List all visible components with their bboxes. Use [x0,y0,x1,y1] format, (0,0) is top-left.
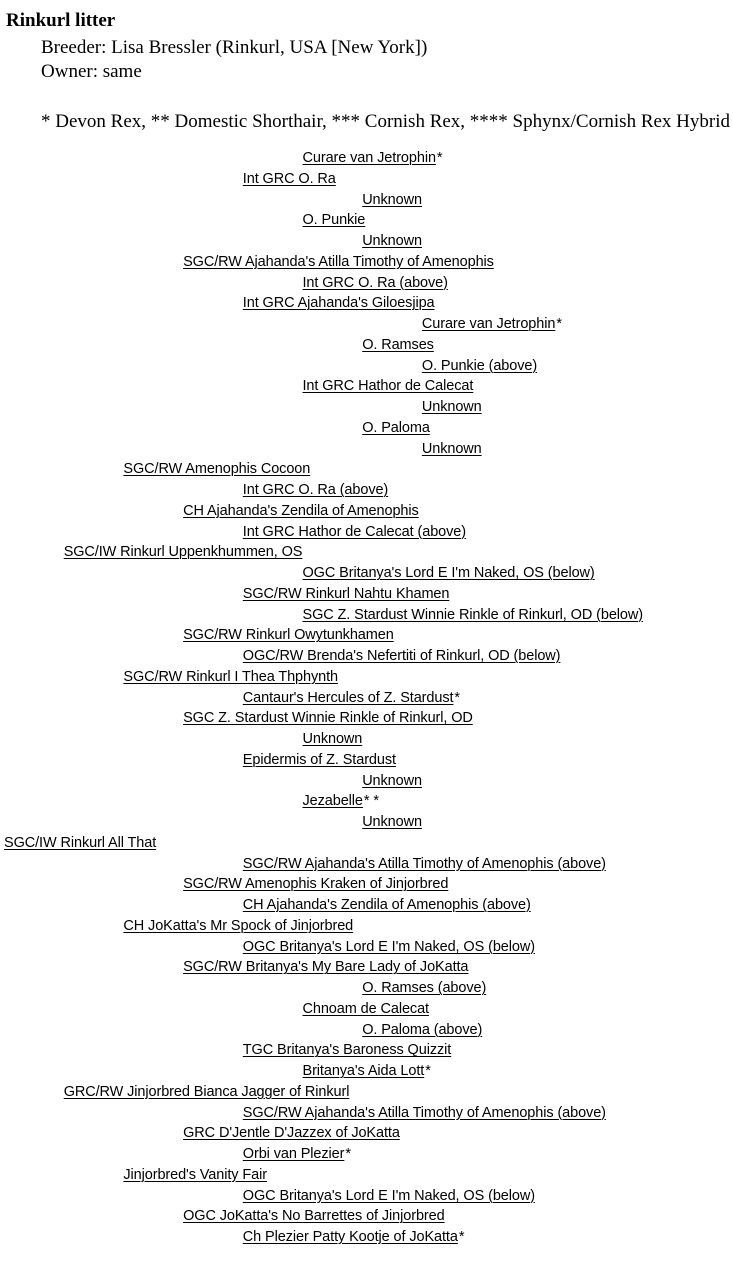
pedigree-entry [362,1023,482,1038]
pedigree-entry [362,815,422,830]
pedigree-name: Unknown [362,233,422,249]
pedigree-entry [183,877,448,892]
breed-marker: * [345,1146,351,1162]
pedigree-entry [243,296,435,311]
pedigree-name: SGC/RW Ajahanda's Atilla Timothy of Amenophis [183,253,494,270]
pedigree-entry [362,234,422,249]
pedigree-entry [243,857,606,872]
pedigree-entry [303,732,363,747]
pedigree-entry [243,649,561,664]
pedigree-name: Curare van Jetrophin [302,150,436,166]
pedigree-name: Int GRC O. Ra (above) [302,274,448,291]
pedigree-name: SGC/RW Rinkurl I Thea Thphynth [123,668,338,685]
pedigree-name: CH Ajahanda's Zendila of Amenophis (above) [242,897,531,913]
pedigree-name: O. Paloma [362,419,430,436]
pedigree-name: Jezabelle [302,793,363,810]
pedigree-entry [422,317,562,332]
pedigree-entry [243,483,388,498]
pedigree-name: CH JoKatta's Mr Spock of Jinjorbred [123,917,354,934]
pedigree-name: OGC Britanya's Lord E I'm Naked, OS (below) [302,565,595,581]
pedigree-entry [362,774,422,789]
pedigree-name: SGC Z. Stardust Winnie Rinkle of Rinkurl, OD (below) [302,606,643,623]
pedigree-name: SGC/RW Britanya's My Bare Lady of JoKatta [183,959,469,976]
pedigree-name: Orbi van Plezier [242,1146,345,1162]
pedigree-name: SGC/RW Rinkurl Nahtu Khamen [242,585,450,602]
pedigree-name: TGC Britanya's Baroness Quizzit [242,1042,452,1059]
pedigree-name: Ch Plezier Patty Kootje of JoKatta [242,1229,458,1245]
pedigree-name: O. Ramses [362,336,434,353]
pedigree-entry [243,1106,606,1121]
pedigree-entry [64,545,303,560]
pedigree-entry [4,836,156,851]
pedigree-entry [243,587,450,602]
pedigree-entry [243,1043,451,1058]
pedigree-entry [362,193,422,208]
pedigree-name: Int GRC O. Ra (above) [242,482,389,498]
document-title: Rinkurl litter [6,10,116,31]
pedigree-entry [303,566,595,581]
pedigree-entry [303,151,443,166]
pedigree-entry [362,981,486,996]
pedigree-entry [183,1209,445,1224]
pedigree-entry [243,1189,535,1204]
pedigree-name: Epidermis of Z. Stardust [242,751,396,768]
pedigree-entry [183,960,468,975]
breed-marker: * [436,150,443,166]
pedigree-entry [243,525,466,540]
breed-marker: * * [363,793,379,810]
pedigree-entry [422,359,537,374]
breed-marker: * [454,689,460,706]
pedigree-entry [243,753,396,768]
pedigree-name: SGC/IW Rinkurl Uppenkhummen, OS [63,544,303,561]
pedigree-name: Chnoam de Calecat [302,1000,429,1017]
pedigree-entry [422,442,482,457]
pedigree-name: Unknown [421,399,482,415]
pedigree-name: OGC Britanya's Lord E I'm Naked, OS (below) [242,1187,535,1204]
pedigree-name: O. Punkie [302,212,366,229]
pedigree-name: SGC/RW Rinkurl Owytunkhamen [183,627,394,644]
pedigree-entry [362,421,430,436]
pedigree-entry [243,691,460,706]
pedigree-name: Unknown [421,440,482,457]
pedigree-name: CH Ajahanda's Zendila of Amenophis [183,502,419,519]
pedigree-entry [303,276,448,291]
pedigree-entry [123,1168,267,1183]
pedigree-name: SGC/RW Amenophis Cocoon [123,461,311,478]
breed-marker: * [425,1063,431,1079]
pedigree-name: GRC D'Jentle D'Jazzex of JoKatta [183,1125,400,1142]
pedigree-name: SGC/RW Ajahanda's Atilla Timothy of Amenophis (above) [242,855,606,872]
pedigree-entry [183,255,494,270]
pedigree-entry [243,1147,351,1162]
pedigree-entry [303,1064,431,1079]
pedigree-name: OGC Britanya's Lord E I'm Naked, OS (below) [242,938,535,955]
pedigree-name: O. Paloma (above) [362,1021,483,1038]
pedigree-entry [64,1085,350,1100]
pedigree-name: O. Ramses (above) [362,980,487,996]
pedigree-entry [243,1230,465,1245]
pedigree-name: Unknown [302,731,363,747]
pedigree-name: Int GRC Hathor de Calecat (above) [242,523,466,540]
pedigree-entry [183,711,473,726]
pedigree-entry [303,608,644,623]
pedigree-name: GRC/RW Jinjorbred Bianca Jagger of Rinkurl [63,1083,350,1100]
pedigree-name: SGC Z. Stardust Winnie Rinkle of Rinkurl, OD [183,710,473,727]
owner-line: Owner: same [41,61,142,82]
pedigree-entry [243,940,535,955]
pedigree-name: O. Punkie (above) [421,357,538,374]
pedigree-name: OGC JoKatta's No Barrettes of Jinjorbred [183,1208,445,1225]
pedigree-name: Unknown [362,772,422,789]
pedigree-entry [123,919,353,934]
pedigree-entry [243,898,531,913]
pedigree-entry [243,172,336,187]
pedigree-entry [183,504,419,519]
pedigree-entry [303,1002,429,1017]
pedigree-name: Int GRC Ajahanda's Giloesjipa [242,295,435,312]
breed-legend: * Devon Rex, ** Domestic Shorthair, *** Cornish Rex, **** Sphynx/Cornish Rex Hybrid [41,111,731,132]
breed-marker: * [458,1229,465,1245]
pedigree-name: Int GRC O. Ra [242,170,336,187]
pedigree-name: Unknown [362,814,422,830]
breed-marker: * [556,316,562,332]
pedigree-entry [303,794,379,809]
pedigree-entry [303,213,366,228]
pedigree-name: Britanya's Aida Lott [302,1063,425,1079]
pedigree-entry [123,670,338,685]
pedigree-name: Cantaur's Hercules of Z. Stardust [242,689,454,706]
pedigree-entry [362,338,434,353]
pedigree-entry [183,628,394,643]
pedigree-name: SGC/RW Amenophis Kraken of Jinjorbred [183,876,449,893]
pedigree-name: OGC/RW Brenda's Nefertiti of Rinkurl, OD (below) [242,648,561,664]
pedigree-name: Unknown [362,191,422,208]
pedigree-name: SGC/RW Ajahanda's Atilla Timothy of Amenophis (above) [242,1104,606,1121]
pedigree-name: SGC/IW Rinkurl All That [4,834,157,851]
pedigree-entry [123,462,310,477]
breeder-line: Breeder: Lisa Bressler (Rinkurl, USA [New York]) [41,37,428,58]
pedigree-entry [303,379,474,394]
pedigree-name: Curare van Jetrophin [421,316,556,332]
pedigree-entry [422,400,482,415]
pedigree-name: Int GRC Hathor de Calecat [302,378,474,395]
pedigree-entry [183,1126,400,1141]
pedigree-name: Jinjorbred's Vanity Fair [123,1166,267,1183]
